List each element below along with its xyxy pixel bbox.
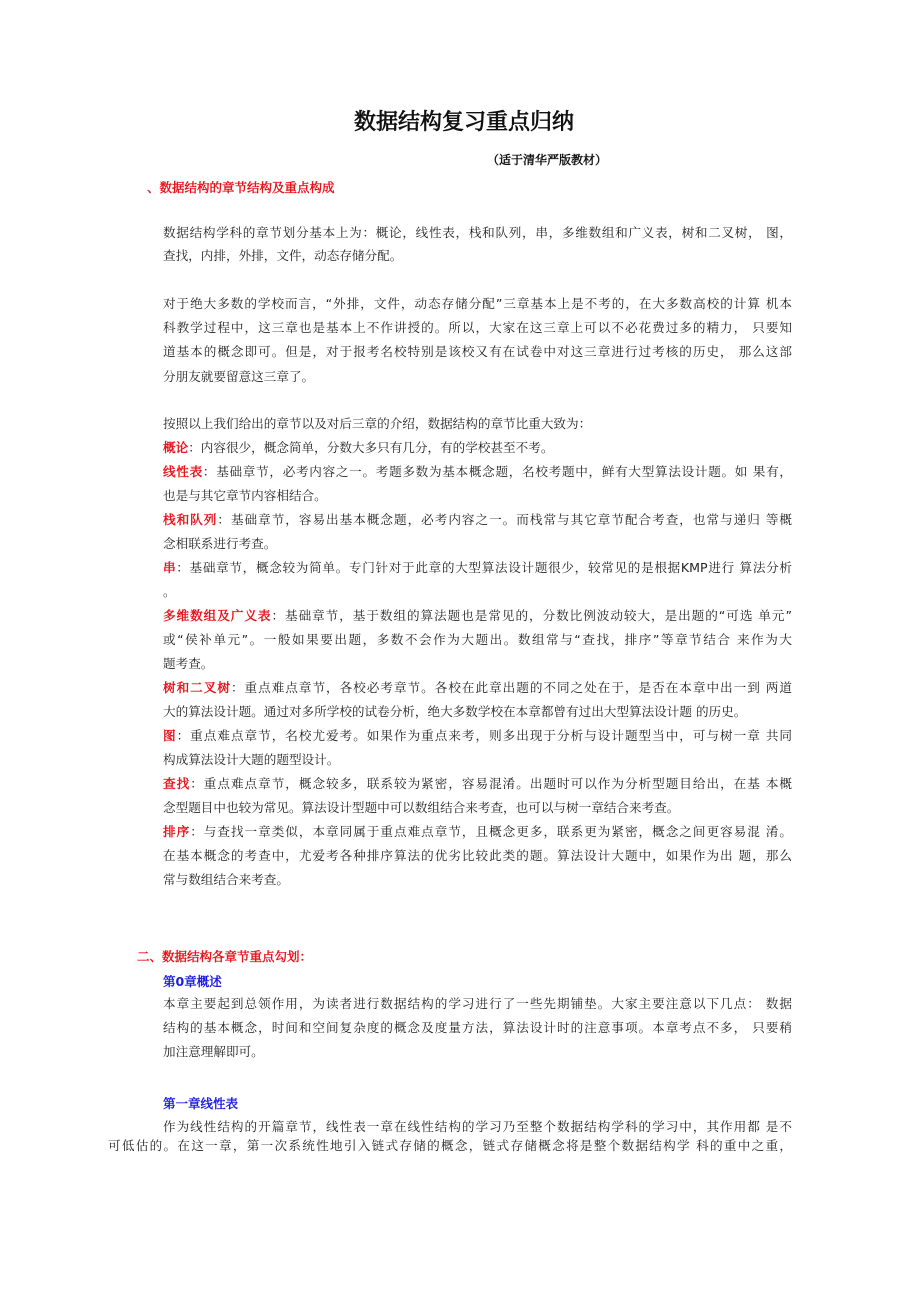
paragraph-line [163,224,792,242]
paragraph-line [163,487,327,505]
line-text: 可低估的。在这一章，第一次系统性地引入链式存储的概念，链式存储概念将是整个数据结构学 科的重中之重， [108,1138,792,1153]
line-text: ：重点难点章节，各校必考章节。各校在此章出题的不同之处在于，是否在本章中出一到 两道 [230,680,792,695]
line-text: ：重点难点章节，概念较多，联系较为紧密，容易混淆。出题时可以作为分析型题目给出，在基 本概 [190,776,793,791]
paragraph-line [163,775,792,793]
paragraph-line [163,799,679,817]
line-text: 按照以上我们给出的章节以及对后三章的介绍，数据结构的章节比重大致为： [163,416,592,431]
chapter-0-heading: 第0章概述 [163,974,222,989]
section-1-heading: 、数据结构的章节结构及重点构成 [147,180,335,195]
line-text: 加注意理解即可。 [163,1044,264,1059]
paragraph-line [163,1019,792,1037]
paragraph-line [163,847,792,865]
line-text: 常与数组结合来考查。 [163,872,289,887]
line-text: 作为线性结构的开篇章节，线性表一章在线性结构的学习乃至整个数据结构学科的学习中，其作用都 是不 [163,1119,792,1134]
line-text: ：与查找一章类似，本章同属于重点难点章节，且概念更多，联系更为紧密，概念之间更容易混 淆。 [190,824,793,839]
line-text: 结构的基本概念，时间和空间复杂度的概念及度量方法，算法设计时的注意事项。本章考点不多， 只要稍 [163,1020,792,1035]
topic-label: 图 [163,728,177,743]
paragraph-line [163,343,792,361]
document-subtitle: （适于清华严版教材） [487,153,608,167]
paragraph-line [163,655,213,673]
paragraph-line [163,995,792,1013]
line-text: ：重点难点章节，名校尤爱考。如果作为重点来考，则多出现于分析与设计题型当中，可与树一章 共同 [176,728,792,743]
line-text: 念型题目中也较为常见。算法设计型题中可以数组结合来考查，也可以与树一章结合来考查。 [163,800,680,815]
paragraph-line [163,679,792,697]
topic-label: 排序 [163,824,191,839]
line-text: 对于绝大多数的学校而言，“外排，文件，动态存储分配”三章基本上是不考的，在大多数高校的计算 机本 [163,296,792,311]
paragraph-line [163,727,792,745]
chapter-1-heading: 第一章线性表 [163,1096,239,1111]
line-text: 道基本的概念即可。但是，对于报考名校特别是该校又有在试卷中对这三章进行过考核的历史， 那么这部 [163,344,792,359]
line-text: ：基础章节，容易出基本概念题，必考内容之一。而栈常与其它章节配合考查，也常与递归 等概 [217,512,793,527]
topic-label: 概论 [163,440,189,455]
line-text: ：基础章节，必考内容之一。考题多数为基本概念题，名校考题中，鲜有大型算法设计题。如 果有， [202,464,793,479]
paragraph-line [163,511,792,529]
line-text: 数据结构学科的章节划分基本上为：概论，线性表，栈和队列，串，多维数组和广义表，树和二叉树， 图， [163,225,792,240]
line-text: 也是与其它章节内容相结合。 [163,488,327,503]
paragraph-line [163,751,339,769]
paragraph-line [163,535,276,553]
line-text: 在基本概念的考查中，尤爱考各种排序算法的优劣比较此类的题。算法设计大题中，如果作为出 题，那么 [163,848,792,863]
line-text: ：基础章节，基于数组的算法题也是常见的，分数比例波动较大，是出题的“可选 单元” [271,608,792,623]
paragraph-line [163,368,314,386]
paragraph-line [163,463,792,481]
paragraph-line [163,559,792,577]
topic-label: 栈和队列 [163,512,218,527]
paragraph-line [163,631,792,649]
line-text: 念相联系进行考查。 [163,536,277,551]
topic-label: 多维数组及广义表 [163,608,272,623]
paragraph-line [163,247,402,265]
topic-label: 树和二叉树 [163,680,231,695]
paragraph-line [163,295,792,313]
paragraph-line [163,1118,792,1136]
paragraph-line [163,823,792,841]
paragraph-line [163,415,591,433]
line-text: ：内容很少，概念简单，分数大多只有几分，有的学校甚至不考。 [188,440,554,455]
line-text: 题考查。 [163,656,214,671]
paragraph-line [163,319,792,337]
line-text: 。 [163,584,176,599]
topic-label: 串 [163,560,177,575]
line-text: 本章主要起到总领作用，为读者进行数据结构的学习进行了一些先期铺垫。大家主要注意以下几点： 数据 [163,996,792,1011]
paragraph-line [163,871,289,889]
line-text: 或“侯补单元”。一般如果要出题，多数不会作为大题出。数组常与“查找，排序”等章节结合 来作为大 [163,632,792,647]
line-text: 查找，内排，外排，文件，动态存储分配。 [163,248,403,263]
line-text: 科教学过程中，这三章也是基本上不作讲授的。所以，大家在这三章上可以不必花费过多的精力， 只要知 [163,320,792,335]
paragraph-line [163,1043,264,1061]
paragraph-line [163,607,792,625]
line-text: 构成算法设计大题的题型设计。 [163,752,340,767]
topic-label: 线性表 [163,464,203,479]
document-title: 数据结构复习重点归纳 [353,110,574,135]
topic-label: 查找 [163,776,191,791]
paragraph-line [108,1137,792,1155]
section-2-heading: 二、数据结构各章节重点勾划： [137,949,313,964]
line-text: 分朋友就要留意这三章了。 [163,369,315,384]
paragraph-line [163,439,553,457]
paragraph-line [163,583,176,601]
line-text: ：基础章节，概念较为简单。专门针对于此章的大型算法设计题很少，较常见的是根据KMP进行 算法分析 [176,560,792,575]
paragraph-line [163,703,746,721]
line-text: 大的算法设计题。通过对多所学校的试卷分析，绝大多数学校在本章都曾有过出大型算法设计题 的历史。 [163,704,747,719]
